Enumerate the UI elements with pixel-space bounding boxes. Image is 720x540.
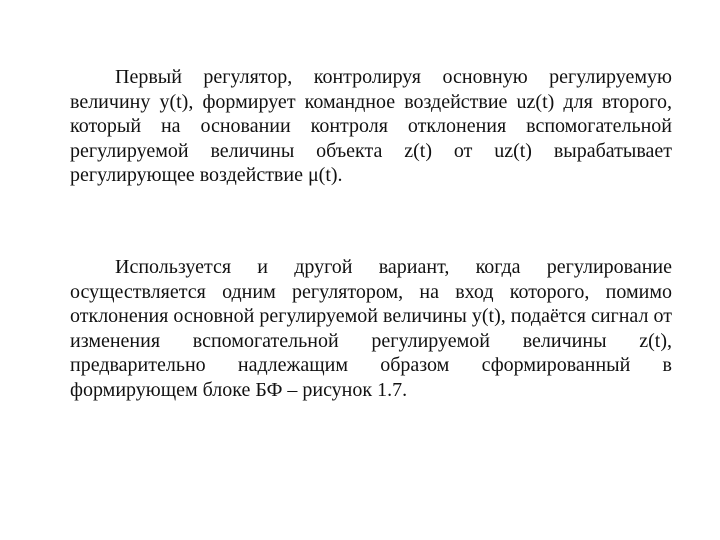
paragraph-first-regulator: Первый регулятор, контролируя основную регулируемую величину y(t), формирует командное воздействие uz(t) для второго, который на основании контроля отклонения вспомогательной регулируемой величины объекта z(t) от uz(t) вырабатывает регулирующее воздействие μ(t). (70, 66, 672, 186)
paragraph-alternative-variant: Используется и другой вариант, когда регулирование осуществляется одним регулятором, на вход которого, помимо отклонения основной регулируемой величины y(t), подаётся сигнал от изменения вспомогательной регулируемой величины z(t), предварительно надлежащим образом сформированный в формирующем блоке БФ – рисунок 1.7. (70, 256, 672, 401)
